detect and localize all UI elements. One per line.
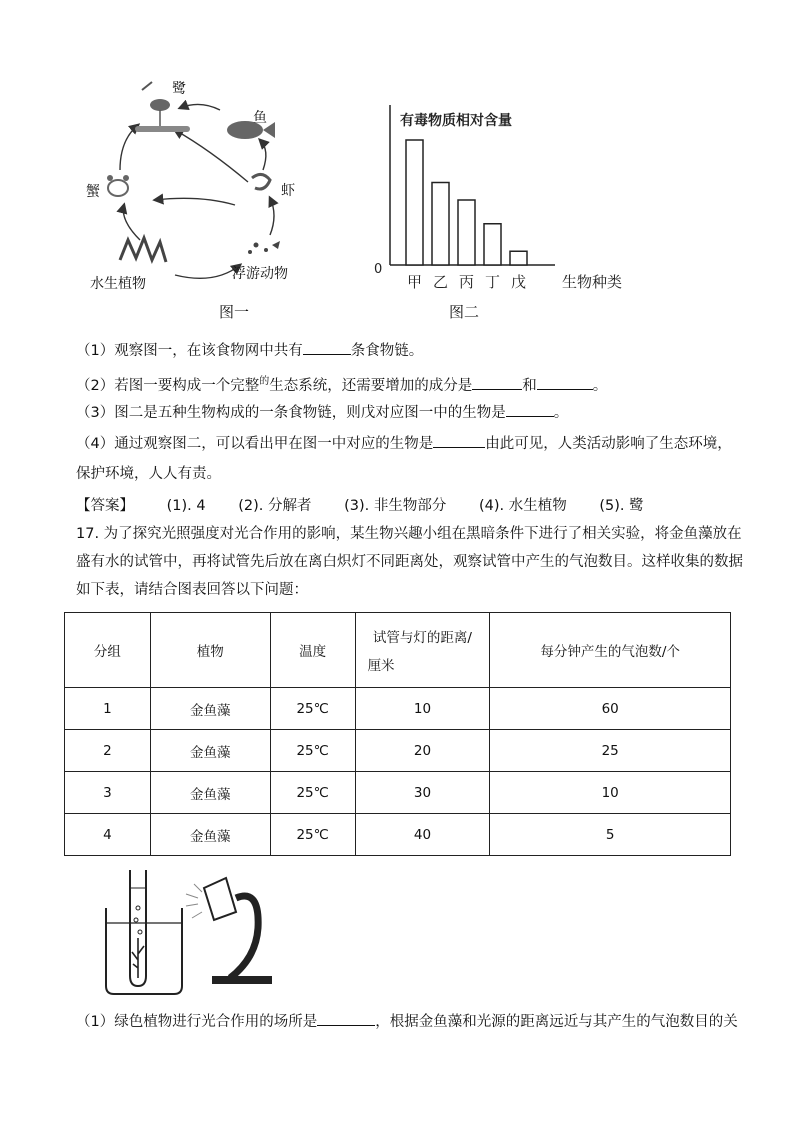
arrow-crab-to-heron [120,125,138,170]
bubble [136,906,140,910]
experiment-table [64,612,731,856]
bar-丙 [458,200,475,265]
bar-戊 [510,251,527,265]
zooplankton-drawing [248,241,280,254]
figure2-bar-chart [370,105,640,295]
answer-1: (1). 4 [166,498,206,514]
table-row: 4 金鱼藻 25℃ 40 5 [65,814,731,856]
answer-blank-2b[interactable] [537,374,593,390]
tick-label: 甲 [406,273,423,291]
answer-blank-1[interactable] [303,340,351,356]
header-group: 分组 [65,613,151,688]
waterweed [132,938,144,978]
y-axis-label: 有毒物质相对含量 [400,113,512,129]
answer-5: (5). 鹭 [599,498,644,514]
header-distance: 试管与灯的距离/ 厘米 [355,613,490,688]
bubble [134,918,138,922]
arrow-plant-to-zooplankton-upper [155,198,235,205]
bar-丁 [484,224,501,265]
bar-乙 [432,183,449,266]
fish-drawing [227,121,275,139]
table-row: 2 金鱼藻 25℃ 20 25 [65,730,731,772]
q16-line-4: （4）通过观察图二，可以看出甲在图一中对应的生物是 由此可见，人类活动影响了生态环境， [76,432,732,453]
plant-drawing [120,238,166,262]
bubble [138,930,142,934]
arrow-fish-to-heron [180,104,220,110]
header-bubbles: 每分钟产生的气泡数/个 [490,613,731,688]
x-axis-label: 生物种类 [562,273,623,291]
beaker [106,908,182,994]
label-zooplankton: 浮游动物 [232,266,288,282]
arrow-zooplankton-to-shrimp [270,198,274,235]
figure1-food-web [80,70,310,320]
arrow-plant-to-crab [123,205,140,240]
apparatus-drawing [100,868,300,1000]
answer-4: (4). 水生植物 [478,498,567,514]
label-shrimp: 虾 [281,183,295,199]
q16-line-3: （3）图二是五种生物构成的一条食物链，则戊对应图一中的生物是 。 [76,401,568,422]
q17-intro: 17. 为了探究光照强度对光合作用的影响，某生物兴趣小组在黑暗条件下进行了相关实验，将金鱼藻放在 盛有水的试管中，再将试管先后放在离白炽灯不同距离处，观察试管中产生的气泡数目。这样收集的数据 如下表，请结合图表回答以下问题： [76,526,743,598]
answer-row [76,494,672,515]
answer-3: (3). 非生物部分 [344,498,447,514]
label-plant: 水生植物 [90,276,146,292]
label-crab: 蟹 [86,184,100,200]
tick-label: 戊 [510,273,527,291]
tick-label: 丙 [458,273,475,291]
chart-svg [370,105,640,295]
arrow-plant-to-zooplankton [175,265,240,278]
shrimp-drawing [252,174,270,189]
answer-blank-3[interactable] [506,402,554,418]
answer-blank-2a[interactable] [472,374,522,390]
q16-line-1: （1）观察图一，在该食物网中共有 条食物链。 [76,339,423,360]
tick-label: 乙 [432,273,449,291]
label-fish: 鱼 [253,110,267,126]
apparatus-figure [100,868,300,1000]
bar-甲 [406,140,423,265]
table-row: 1 金鱼藻 25℃ 10 60 [65,688,731,730]
answer-blank-q17-1[interactable] [317,1011,375,1027]
label-heron: 鹭 [172,81,186,97]
figure1-caption: 图一 [219,303,250,321]
answer-label: 【答案】 [76,498,134,514]
figure2-caption: 图二 [449,303,480,321]
header-plant: 植物 [150,613,270,688]
table-header-row [65,613,731,688]
answer-2: (2). 分解者 [238,498,312,514]
q16-line-5: 保护环境，人人有责。 [76,466,221,482]
origin-label: 0 [374,262,383,277]
table-row: 3 金鱼藻 25℃ 30 10 [65,772,731,814]
q16-line-2: （2）若图一要构成一个完整$^的$生态系统，还需要增加的成分是 和 。 [76,376,608,394]
header-temperature: 温度 [270,613,355,688]
q17-sub1: （1）绿色植物进行光合作用的场所是 ，根据金鱼藻和光源的距离远近与其产生的气泡数目的关 [76,1010,738,1031]
crab-drawing [107,175,129,196]
answer-blank-4[interactable] [433,433,485,449]
lamp [186,878,272,984]
tick-label: 丁 [484,273,501,291]
arrow-shrimp-to-fish [260,140,266,170]
